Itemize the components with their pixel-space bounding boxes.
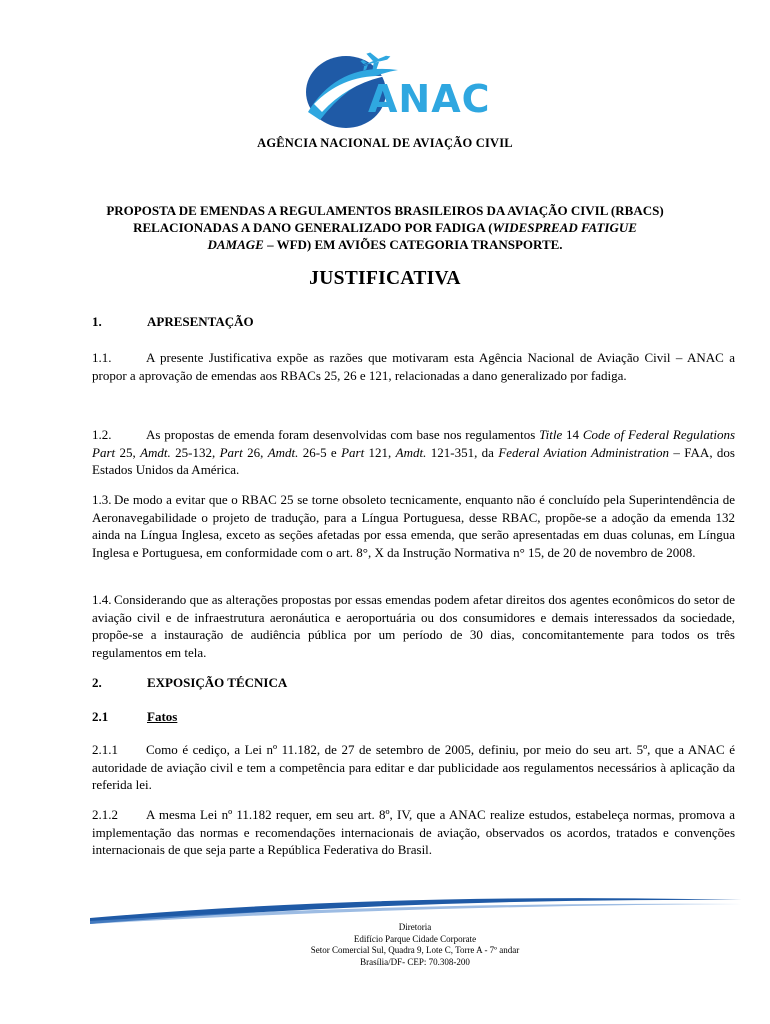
paragraph-text: A mesma Lei nº 11.182 requer, em seu art. 8º, IV, que a ANAC realize estudos, estabeleça normas, promova a implementação das normas e recomendações internacionais de aviação, observados os acordos, tratados e convenções internacionais de que seja parte a República Federativa do Brasil. (92, 807, 735, 858)
paragraph-number: 1.2. (92, 427, 112, 442)
section-number: 2. (92, 675, 102, 690)
footer-swoosh (90, 888, 742, 924)
section-number: 2.1 (92, 709, 109, 724)
footer-line: Edifício Parque Cidade Corporate (353, 933, 477, 944)
paragraph-text: A presente Justificativa expõe as razões que motivaram esta Agência Nacional de Aviação Civil – ANAC a propor a aprovação de emendas aos RBACs 25, 26 e 121, relacionadas a dano generalizado por fadiga. (92, 350, 735, 383)
paragraph-2-1-1 (92, 741, 735, 794)
title-line-2: RELACIONADAS A DANO GENERALIZADO POR FADIGA (WIDESPREAD FATIGUE (133, 220, 637, 235)
paragraph-1-1 (92, 349, 735, 384)
paragraph-text: Como é cediço, a Lei nº 11.182, de 27 de setembro de 2005, definiu, por meio do seu art. 5º, que a ANAC é autoridade de aviação civil e tem a competência para editar e dar publicidade aos regulamentos necessários à aplicação da referida lei. (92, 742, 735, 793)
paragraph-number: 1.4. (92, 592, 112, 607)
paragraph-text: Considerando que as alterações propostas por essas emendas podem afetar direitos dos agentes econômicos do setor de aviação civil e de infraestrutura aeronáutica e aeroportuária ou dos consumidores e demais interessados da sociedade, propõe-se a instauração de audiência pública por um período de 30 dias, concomitantemente para todos os três regulamentos em tela. (92, 592, 735, 660)
footer-line: Setor Comercial Sul, Quadra 9, Lote C, Torre A - 7º andar (310, 945, 520, 955)
anac-logo (298, 52, 528, 132)
logo-text: ANAC (368, 77, 491, 121)
paragraph-2-1-2 (92, 806, 735, 859)
section-number: 1. (92, 314, 102, 329)
document-title (40, 202, 730, 253)
agency-name: AGÊNCIA NACIONAL DE AVIAÇÃO CIVIL (257, 136, 513, 150)
footer-line: Diretoria (398, 922, 432, 932)
section-title: EXPOSIÇÃO TÉCNICA (147, 675, 288, 690)
page-heading: JUSTIFICATIVA (309, 268, 461, 289)
paragraph-text: De modo a evitar que o RBAC 25 se torne obsoleto tecnicamente, enquanto não é concluído pela Superintendência de Aeronavegabilidade o projeto de tradução, para a Língua Portuguesa, desse RBAC, propõe-se a adoção da emenda 132 ainda na Língua Inglesa, exceto as seções afetadas por essa emenda, que serão apresentadas em duas colunas, em Língua Inglesa e Portuguesa, em conformidade com o art. 8°, X da Instrução Normativa n° 15, de 20 de novembro de 2008. (92, 492, 735, 560)
footer-line: Brasília/DF- CEP: 70.308-200 (360, 956, 470, 967)
paragraph-number: 1.1. (92, 350, 112, 365)
paragraph-number: 2.1.1 (92, 742, 118, 757)
paragraph-number: 2.1.2 (92, 807, 118, 822)
paragraph-1-2: 1.2. As propostas de emenda foram desenvolvidas com base nos regulamentos Title 14 Code of Federal Regulations Part 25, Amdt. 25-132, Part 26, Amdt. 26-5 e Part 121, Amdt. 121-351, da Federal Aviation Administration – FAA, dos Estados Unidos da América. (92, 427, 736, 478)
section-title: Fatos (147, 709, 178, 724)
footer-address (0, 922, 770, 968)
section-title: APRESENTAÇÃO (147, 314, 254, 329)
paragraph-1-3 (92, 491, 735, 561)
paragraph-1-4 (92, 591, 735, 661)
title-line-1: PROPOSTA DE EMENDAS A REGULAMENTOS BRASILEIROS DA AVIAÇÃO CIVIL (RBACS) (106, 203, 664, 218)
title-line-3: DAMAGE – WFD) EM AVIÕES CATEGORIA TRANSPORTE. (207, 237, 563, 252)
paragraph-number: 1.3. (92, 492, 112, 507)
